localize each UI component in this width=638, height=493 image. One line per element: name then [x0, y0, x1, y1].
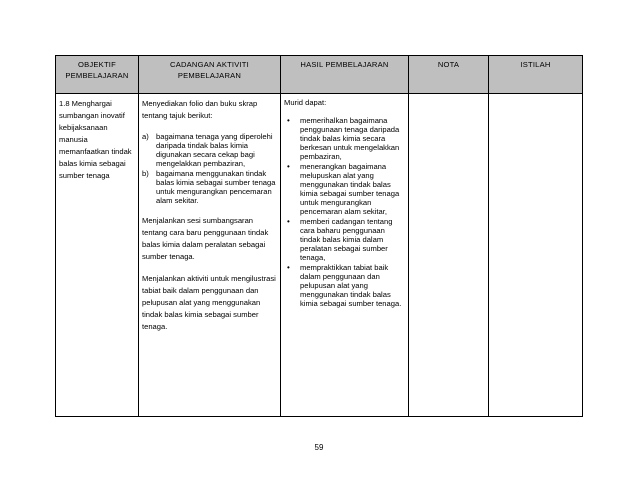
list-item — [284, 116, 405, 161]
cell-aktiviti — [139, 94, 281, 417]
header-istilah: ISTILAH — [489, 56, 583, 94]
list-item-text: memberi cadangan tentang cara baharu penggunaan tindak balas kimia dalam peralatan sebagai sumber tenaga, — [300, 217, 393, 262]
list-item-text: mempraktikkan tabiat baik dalam penggunaan dan pelupusan alat yang menggunakan tindak balas kimia sebagai sumber tenaga. — [300, 263, 402, 308]
list-item — [284, 162, 405, 216]
list-marker: a) — [142, 132, 149, 141]
cell-nota — [409, 94, 489, 417]
hasil-intro: Murid dapat: — [284, 98, 327, 107]
cell-objektif — [56, 94, 139, 417]
hasil-list — [284, 116, 405, 308]
table-row — [56, 94, 583, 417]
header-nota: NOTA — [409, 56, 489, 94]
list-item-text: menerangkan bagaimana melupuskan alat yang menggunakan tindak balas kimia sebagai sumber tenaga untuk mengurangkan pencemaran alam sekitar, — [300, 162, 400, 216]
header-objektif: OBJEKTIF PEMBELAJARAN — [56, 56, 139, 94]
list-item — [284, 263, 405, 308]
list-item — [284, 217, 405, 262]
list-item-text: bagaimana menggunakan tindak balas kimia sebagai sumber tenaga untuk mengurangkan pencemaran alam sekitar. — [156, 169, 276, 205]
cell-hasil — [281, 94, 409, 417]
aktiviti-intro: Menyediakan folio dan buku skrap tentang tajuk berikut: — [142, 99, 258, 120]
aktiviti-list — [142, 132, 277, 205]
list-item — [142, 169, 277, 205]
page-number: 59 — [314, 443, 324, 452]
list-marker: b) — [142, 169, 149, 178]
bullet-icon: • — [287, 162, 290, 171]
cell-istilah — [489, 94, 583, 417]
objektif-text: 1.8 Menghargai sumbangan inovatif kebijaksanaan manusia memanfaatkan tindak balas kimia sebagai sumber tenaga — [59, 99, 132, 180]
curriculum-table — [55, 55, 583, 417]
bullet-icon: • — [287, 263, 290, 272]
aktiviti-paragraph-2: Menjalankan sesi sumbangsaran tentang cara baru penggunaan tindak balas kimia dalam peralatan sebagai sumber tenaga. — [142, 216, 269, 261]
list-item-text: memerihalkan bagaimana penggunaan tenaga daripada tindak balas kimia secara berkesan untuk mengelakkan pembaziran, — [300, 116, 400, 161]
header-row — [56, 56, 583, 94]
aktiviti-paragraph-3: Menjalankan aktiviti untuk mengilustrasi tabiat baik dalam penggunaan dan pelupusan alat yang menggunakan tindak balas kimia sebagai sumber tenaga. — [142, 274, 276, 331]
bullet-icon: • — [287, 116, 290, 125]
header-cadangan-aktiviti: CADANGAN AKTIVITI PEMBELAJARAN — [139, 56, 281, 94]
header-hasil-pembelajaran: HASIL PEMBELAJARAN — [281, 56, 409, 94]
list-item-text: bagaimana tenaga yang diperolehi daripada tindak balas kimia digunakan secara cekap bagi mengelakkan pembaziran, — [156, 132, 273, 168]
list-item — [142, 132, 277, 168]
bullet-icon: • — [287, 217, 290, 226]
